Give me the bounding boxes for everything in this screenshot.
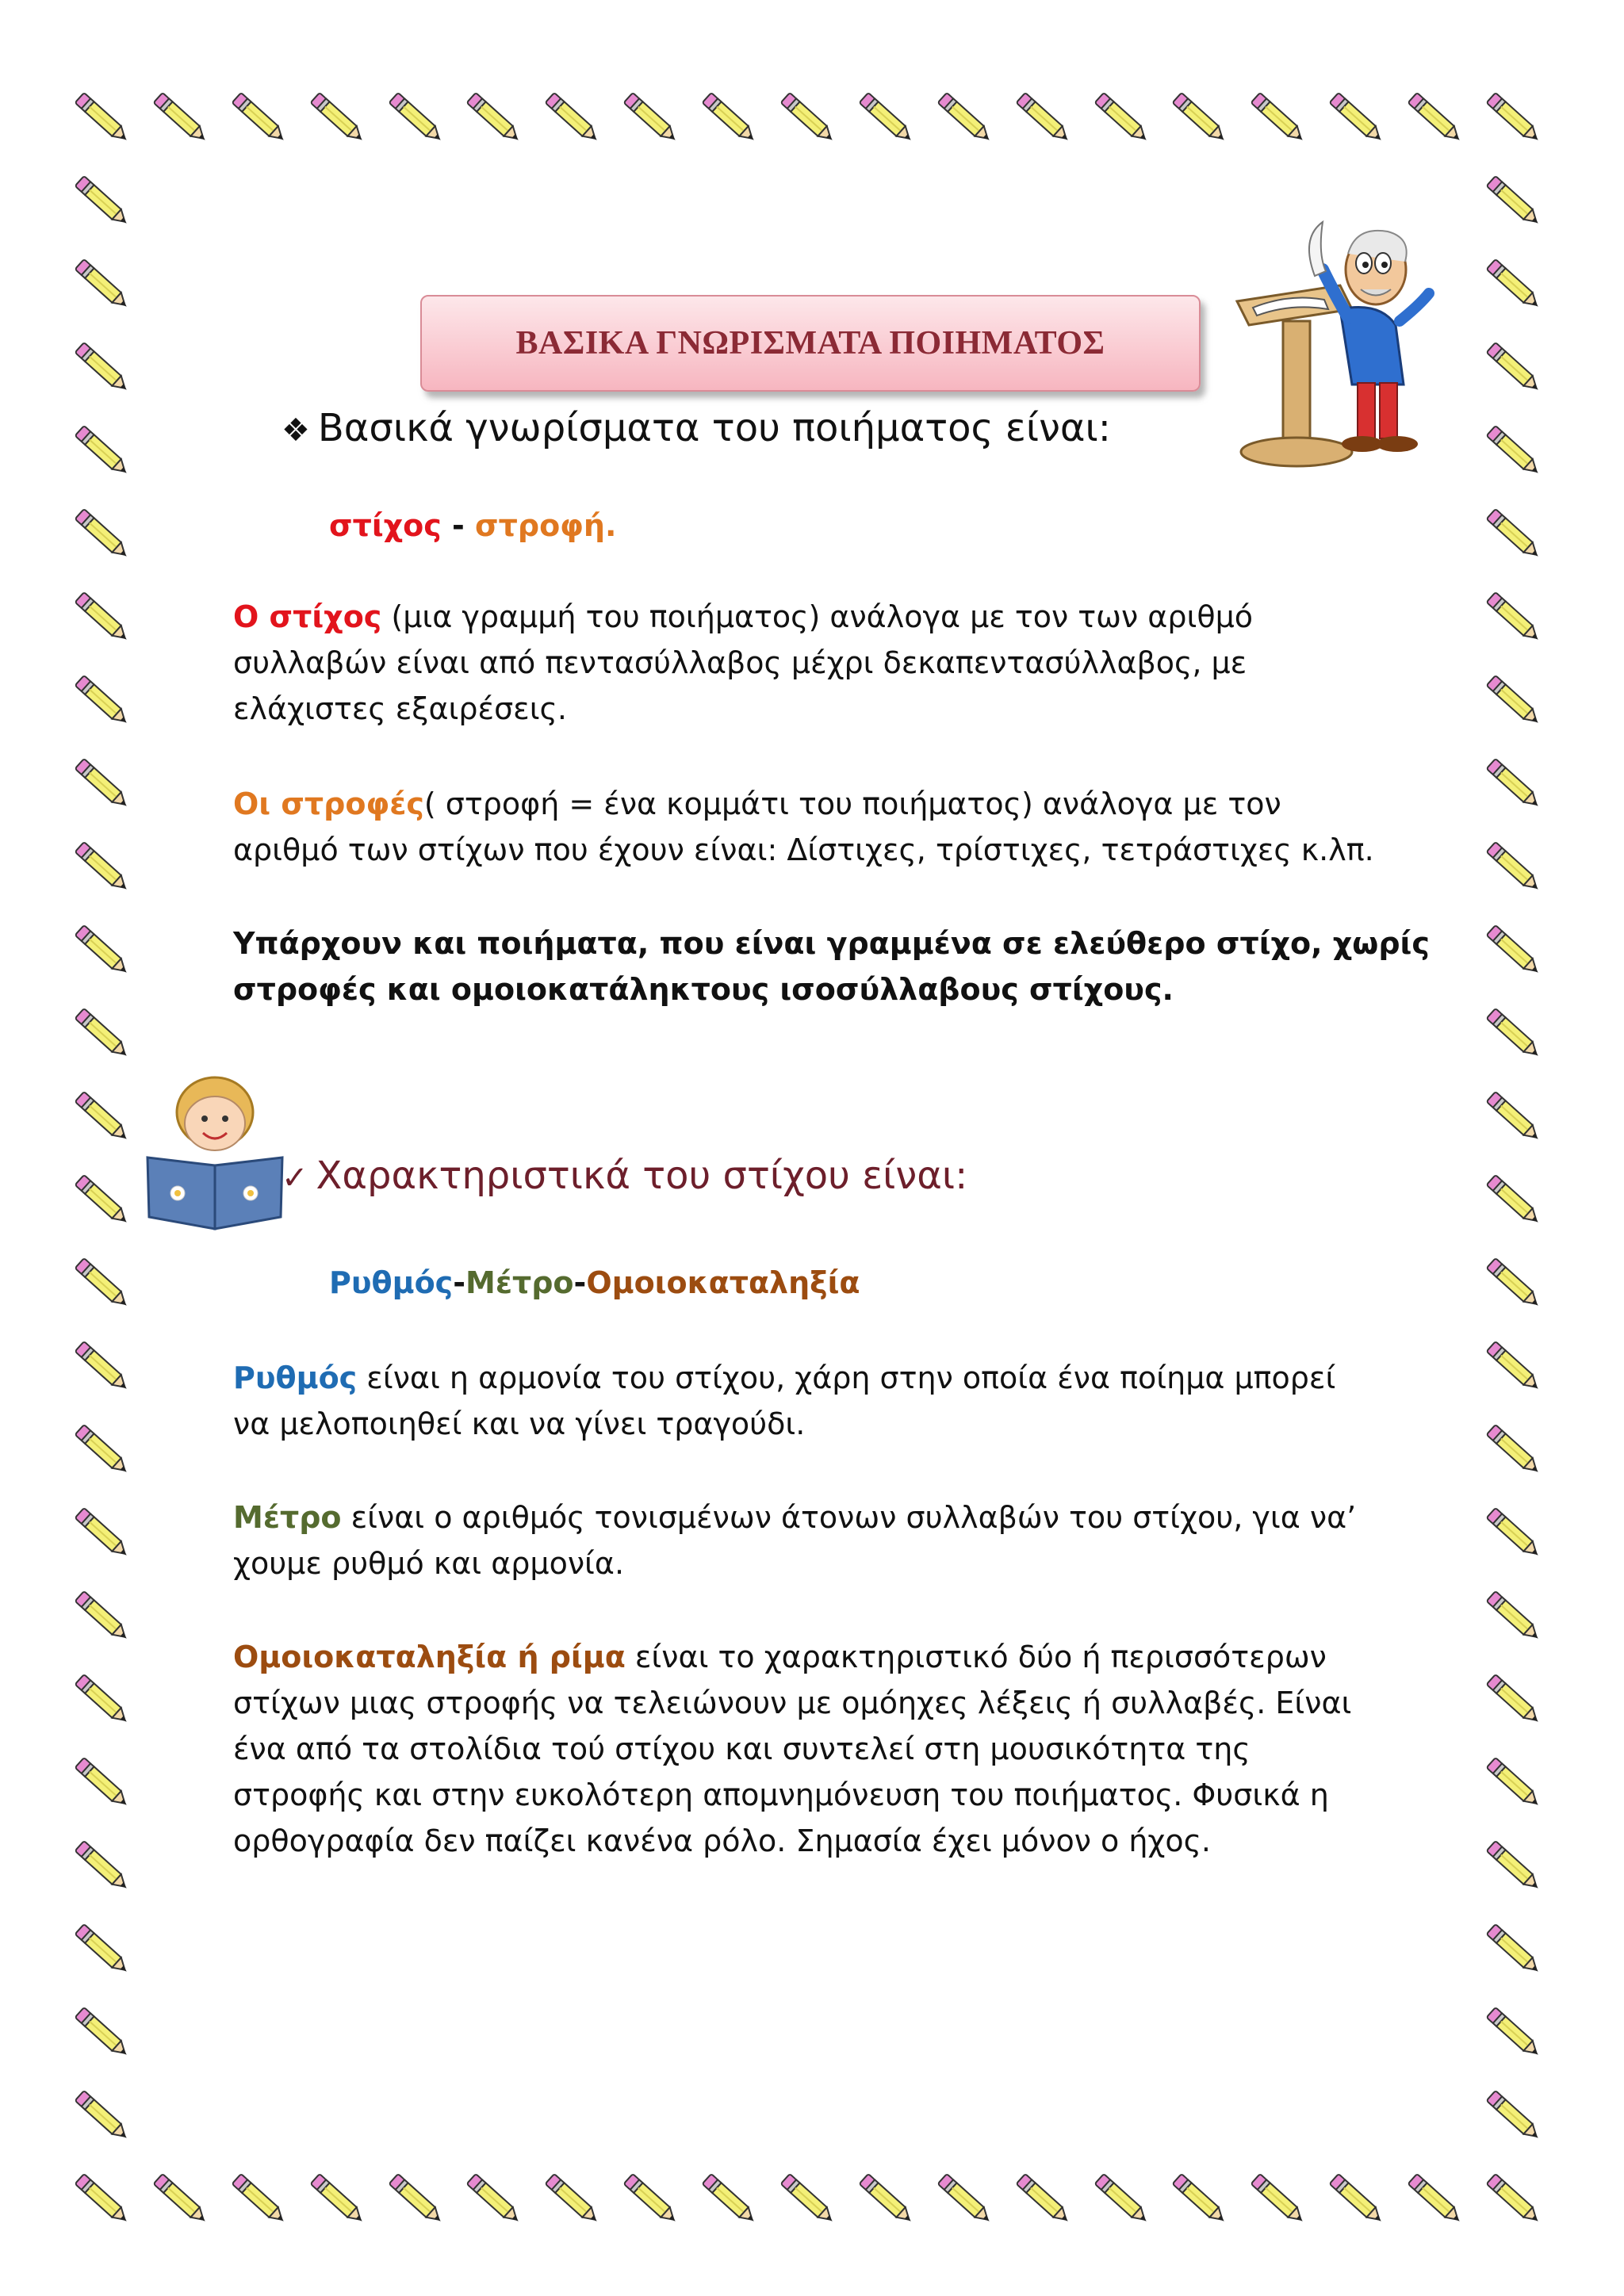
pencil-icon (1487, 1758, 1543, 1810)
pencil-icon (1017, 2174, 1073, 2226)
pencil-icon (624, 2174, 680, 2226)
pencil-icon (1487, 2091, 1543, 2143)
pencil-icon (938, 93, 994, 145)
diamond-bullet-icon: ❖ (282, 412, 310, 449)
para-metro-line2: χουμε ρυθμό και αρμονία. (233, 1546, 625, 1581)
para-rima-line3: ένα από τα στολίδια τού στίχου και συντελεί στη μουσικότητα της (233, 1732, 1251, 1766)
pencil-icon (75, 1258, 132, 1311)
pencil-icon (467, 93, 523, 145)
para-strofes-term: Οι στροφές (233, 786, 424, 821)
pencil-icon (1173, 93, 1229, 145)
pencil-icon (75, 1758, 132, 1810)
term-rythmos: Ρυθμός (329, 1265, 454, 1300)
para-free-verse-line2: στροφές και ομοιοκατάληκτους ισοσύλλαβους στίχους. (233, 972, 1174, 1007)
pencil-icon (703, 93, 759, 145)
para-strofes-line2: αριθμό των στίχων που έχουν είναι: Δίστιχες, τρίστιχες, τετράστιχες κ.λπ. (233, 832, 1374, 867)
pencil-icon (75, 2007, 132, 2060)
terms-separator: - (441, 508, 476, 543)
pencil-icon (75, 1092, 132, 1144)
pencil-icon (1487, 1175, 1543, 1227)
pencil-icon (1487, 842, 1543, 894)
para-rythmos-line2: να μελοποιηθεί και να γίνει τραγούδι. (233, 1406, 806, 1441)
pencil-icon (75, 426, 132, 478)
poet-at-lectern-icon (1221, 214, 1459, 484)
pencil-icon (1487, 426, 1543, 478)
pencil-icon (1095, 2174, 1151, 2226)
pencil-icon (1487, 2174, 1543, 2226)
pencil-icon (1487, 1258, 1543, 1311)
pencil-icon (1487, 1924, 1543, 1976)
pencil-icon (75, 1591, 132, 1644)
para-strofes-text1: ( στροφή = ένα κομμάτι του ποιήματος) ανάλογα με τον (423, 786, 1281, 821)
pencil-icon (546, 93, 602, 145)
title-box (420, 295, 1201, 392)
pencil-icon (1487, 675, 1543, 728)
pencil-icon (75, 2174, 132, 2226)
pencil-icon (1173, 2174, 1229, 2226)
pencil-icon (154, 93, 210, 145)
section1-heading-text: Βασικά γνωρίσματα του ποιήματος είναι: (317, 406, 1111, 450)
term-strofi: στροφή. (475, 508, 617, 543)
pencil-icon (1487, 1425, 1543, 1477)
para-stichos-text1: (μια γραμμή του ποιήματος) ανάλογα με τον των αριθμό (381, 599, 1254, 634)
pencil-icon (624, 93, 680, 145)
pencil-icon (1487, 342, 1543, 395)
pencil-icon (467, 2174, 523, 2226)
term-omoiokataliksia: Ομοιοκαταληξία (586, 1265, 860, 1300)
terms-separator-2: - (573, 1265, 587, 1300)
para-metro-line1 (233, 1494, 1356, 1540)
pencil-icon (781, 2174, 837, 2226)
pencil-icon (1487, 93, 1543, 145)
pencil-icon (1408, 2174, 1465, 2226)
pencil-icon (75, 592, 132, 645)
pencil-icon (1487, 1341, 1543, 1394)
para-rima-line4: στροφής και στην ευκολότερη απομνημόνευση του ποιήματος. Φυσικά η (233, 1777, 1329, 1812)
para-metro-term: Μέτρο (233, 1500, 342, 1535)
pencil-icon (154, 2174, 210, 2226)
pencil-icon (75, 1341, 132, 1394)
pencil-icon (75, 925, 132, 978)
para-stichos-line2: συλλαβών είναι από πεντασύλλαβος μέχρι δεκαπεντασύλλαβος, με (233, 645, 1247, 680)
pencil-icon (1487, 1008, 1543, 1061)
pencil-icon (75, 2091, 132, 2143)
section1-terms (329, 503, 616, 549)
pencil-icon (75, 759, 132, 811)
pencil-icon (1487, 592, 1543, 645)
section1-heading (282, 406, 1111, 450)
para-strofes-line1 (233, 781, 1281, 827)
pencil-icon (75, 259, 132, 312)
pencil-icon (389, 2174, 446, 2226)
pencil-icon (1330, 93, 1386, 145)
pencil-icon (860, 2174, 916, 2226)
pencil-icon (1487, 1591, 1543, 1644)
para-free-verse-line1: Υπάρχουν και ποιήματα, που είναι γραμμένα σε ελεύθερο στίχο, χωρίς (233, 926, 1430, 961)
para-rythmos-line1 (233, 1355, 1335, 1401)
pencil-icon (1487, 509, 1543, 561)
pencil-icon (1017, 93, 1073, 145)
para-stichos-line1 (233, 594, 1253, 640)
pencil-icon (75, 1008, 132, 1061)
para-stichos-line3: ελάχιστες εξαιρέσεις. (233, 691, 567, 726)
para-rima-text1: είναι το χαρακτηριστικό δύο ή περισσότερων (625, 1640, 1327, 1674)
terms-separator-1: - (453, 1265, 465, 1300)
section2-heading-text: Χαρακτηριστικά του στίχου είναι: (316, 1154, 968, 1198)
pencil-icon (1330, 2174, 1386, 2226)
pencil-icon (75, 1924, 132, 1976)
pencil-icon (1408, 93, 1465, 145)
pencil-icon (232, 93, 289, 145)
pencil-icon (1487, 2007, 1543, 2060)
pencil-icon (311, 93, 367, 145)
para-metro-text1: είναι ο αριθμός τονισμένων άτονων συλλαβών του στίχου, για να’ (341, 1500, 1357, 1535)
pencil-icon (311, 2174, 367, 2226)
para-rima-line2: στίχων μιας στροφής να τελειώνουν με ομόηχες λέξεις ή συλλαβές. Είναι (233, 1686, 1352, 1720)
pencil-icon (75, 1674, 132, 1727)
pencil-icon (1251, 93, 1308, 145)
checkmark-icon: ✓ (282, 1160, 308, 1196)
section2-heading (282, 1154, 967, 1198)
para-rima-term: Ομοιοκαταληξία ή ρίμα (233, 1640, 626, 1674)
pencil-icon (1487, 176, 1543, 228)
pencil-icon (389, 93, 446, 145)
pencil-icon (1095, 93, 1151, 145)
pencil-icon (1487, 1508, 1543, 1560)
para-rima-line1 (233, 1634, 1327, 1680)
pencil-icon (860, 93, 916, 145)
pencil-icon (75, 1425, 132, 1477)
pencil-icon (1487, 1092, 1543, 1144)
section2-terms (329, 1260, 860, 1306)
pencil-icon (75, 1175, 132, 1227)
pencil-icon (75, 1508, 132, 1560)
pencil-icon (75, 842, 132, 894)
pencil-icon (75, 176, 132, 228)
pencil-icon (75, 1841, 132, 1893)
pencil-icon (1487, 259, 1543, 312)
para-rima-line5: ορθογραφία δεν παίζει κανένα ρόλο. Σημασία έχει μόνον ο ήχος. (233, 1823, 1211, 1858)
pencil-icon (1487, 925, 1543, 978)
pencil-icon (75, 93, 132, 145)
pencil-icon (1251, 2174, 1308, 2226)
pencil-icon (1487, 1841, 1543, 1893)
pencil-icon (1487, 1674, 1543, 1727)
pencil-icon (546, 2174, 602, 2226)
pencil-icon (75, 342, 132, 395)
page-title: ΒΑΣΙΚΑ ΓΝΩΡΙΣΜΑΤΑ ΠΟΙΗΜΑΤΟΣ (515, 325, 1105, 362)
term-stichos: στίχος (329, 508, 442, 543)
pencil-icon (75, 509, 132, 561)
pencil-icon (781, 93, 837, 145)
child-reading-book-icon (140, 1066, 290, 1233)
pencil-icon (232, 2174, 289, 2226)
para-stichos-term: Ο στίχος (233, 599, 382, 634)
pencil-icon (1487, 759, 1543, 811)
pencil-icon (703, 2174, 759, 2226)
term-metro: Μέτρο (465, 1265, 574, 1300)
para-rythmos-term: Ρυθμός (233, 1360, 358, 1395)
pencil-icon (938, 2174, 994, 2226)
para-rythmos-text1: είναι η αρμονία του στίχου, χάρη στην οποία ένα ποίημα μπορεί (357, 1360, 1336, 1395)
pencil-icon (75, 675, 132, 728)
